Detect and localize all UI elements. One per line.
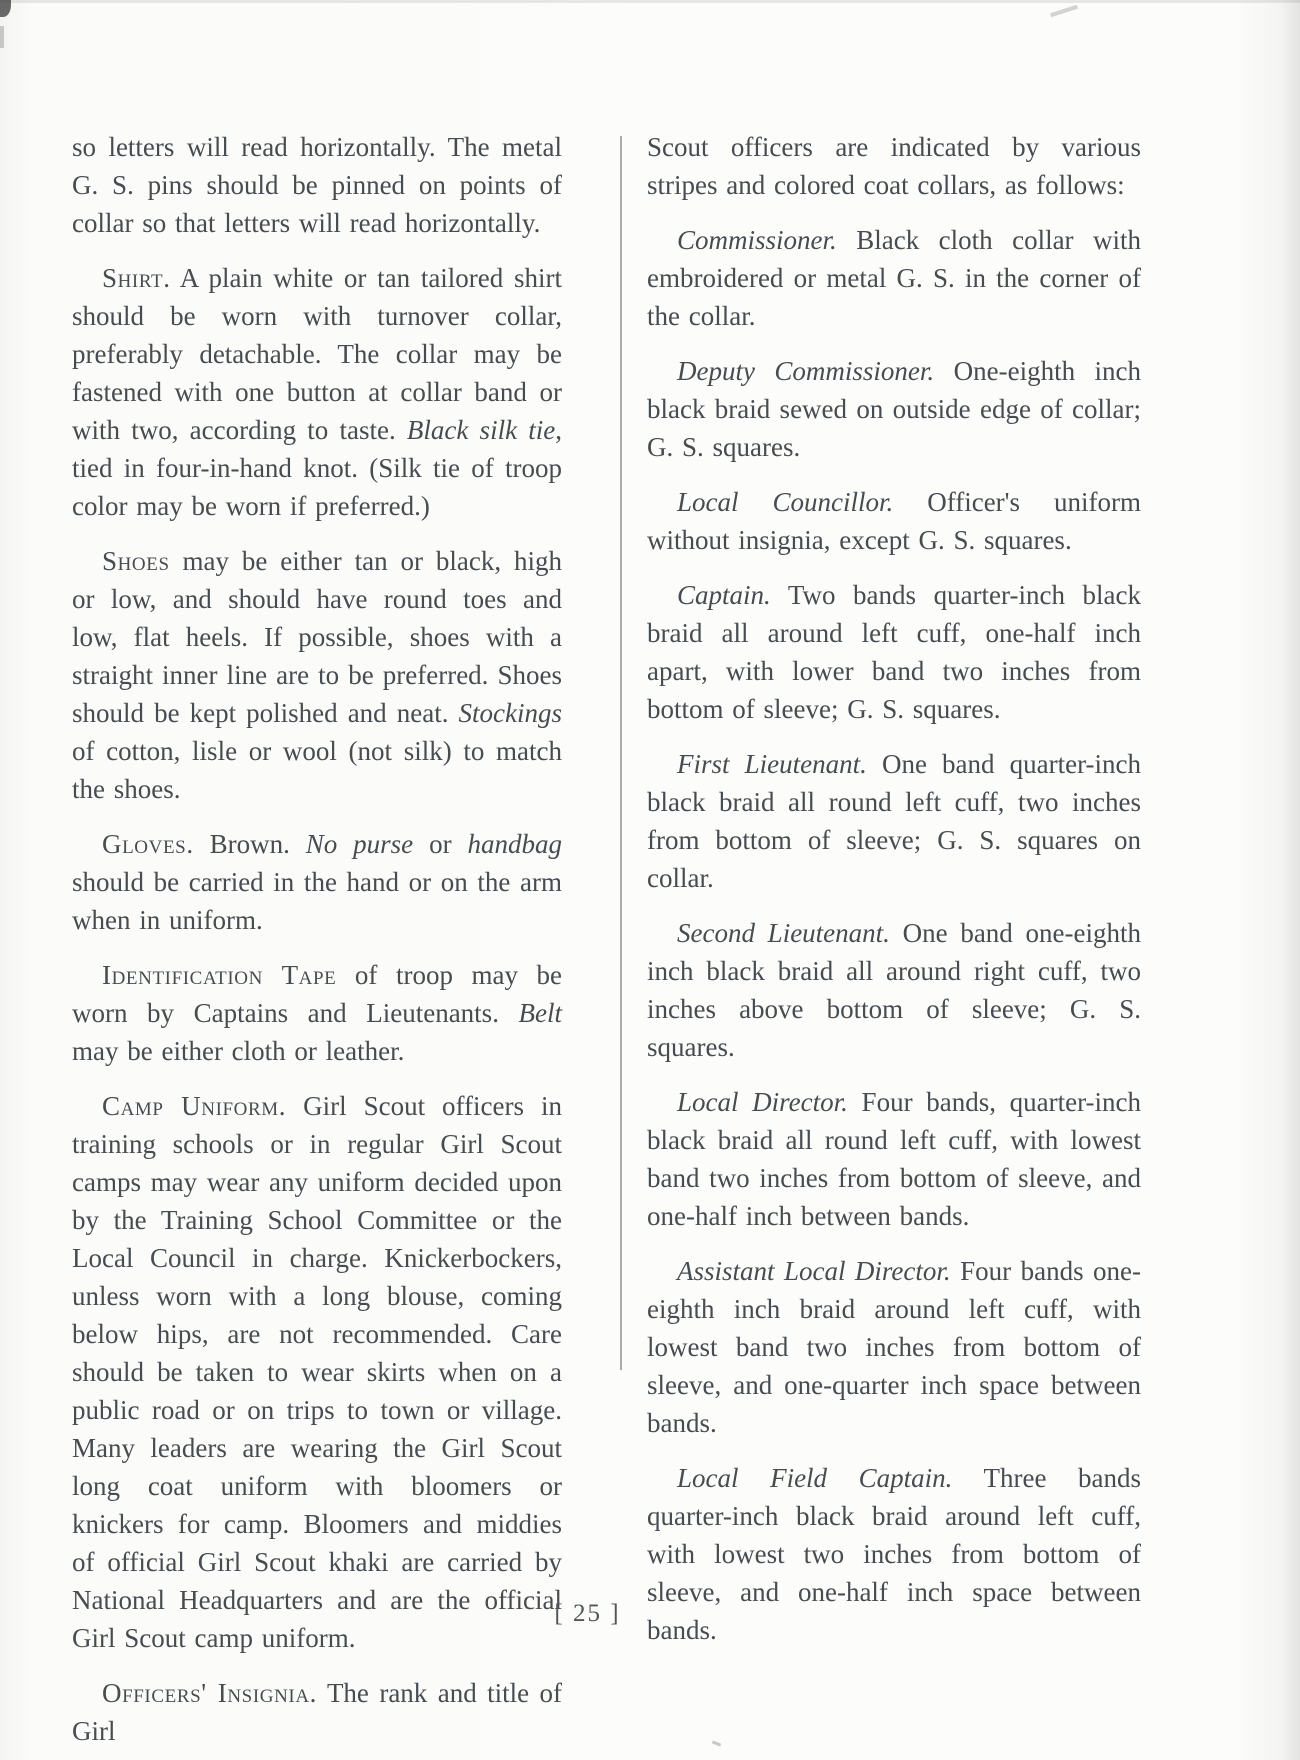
italic-term: Deputy Commissioner.	[677, 356, 935, 386]
lead-in-term: Shirt.	[102, 263, 171, 293]
scan-artifact	[1280, 0, 1300, 1760]
body-text: One-eighth inch black braid sewed on outside edge of collar; G. S. squares.	[647, 356, 1141, 462]
lead-in-term: Gloves.	[102, 829, 194, 859]
paragraph	[647, 1252, 1141, 1442]
body-text: Four bands one-eighth inch braid around left cuff, with lowest band two inches from bottom of sleeve, and one-quarter inch space between bands.	[647, 1256, 1141, 1438]
paragraph	[647, 221, 1141, 335]
italic-term: Second Lieutenant.	[677, 918, 890, 948]
paragraph	[72, 128, 562, 242]
italic-term: handbag	[467, 829, 562, 859]
body-text: Girl Scout officers in training schools or in regular Girl Scout camps may wear any uniform decided upon by the Training School Committee or the Local Council in charge. Knickerbockers, unless worn with a long blouse, coming below hips, are not recommended. Care should be taken to wear skirts when on a public road or on trips to town or village. Many leaders are wearing the Girl Scout long coat uniform with bloomers or knickers for camp. Bloomers and middies of official Girl Scout khaki are carried by National Headquarters and are the official Girl Scout camp uniform.	[72, 1091, 562, 1653]
left-column	[72, 128, 562, 1760]
italic-term: Stockings	[458, 698, 562, 728]
italic-term: Belt	[518, 998, 562, 1028]
scan-artifact	[0, 26, 4, 48]
body-text: of troop may be worn by Captains and Lieutenants.	[72, 960, 562, 1028]
body-text: Scout officers are indicated by various stripes and colored coat collars, as follows:	[647, 132, 1141, 200]
lead-in-term: Officers' Insignia.	[102, 1678, 318, 1708]
paragraph	[72, 1087, 562, 1657]
paragraph	[647, 1459, 1141, 1649]
italic-term: Commissioner.	[677, 225, 837, 255]
body-text: should be carried in the hand or on the arm when in uniform.	[72, 867, 562, 935]
paragraph	[72, 825, 562, 939]
lead-in-term: Shoes	[102, 546, 170, 576]
body-text: One band quarter-inch black braid all round left cuff, two inches from bottom of sleeve; G. S. squares on collar.	[647, 749, 1142, 893]
body-text: so letters will read horizontally. The metal G. S. pins should be pinned on points of collar so that letters will read horizontally.	[72, 132, 562, 238]
italic-term: No purse	[305, 829, 414, 859]
scan-artifact	[0, 0, 11, 17]
page-number: [ 25 ]	[554, 1600, 621, 1627]
paragraph	[647, 483, 1141, 559]
italic-term: Black silk tie	[406, 415, 556, 445]
column-divider-rule	[620, 136, 622, 1370]
paragraph	[72, 542, 562, 808]
body-text: may be either tan or black, high or low, and should have round toes and low, flat heels. If possible, shoes with a straight inner line are to be preferred. Shoes should be kept polished and neat.	[72, 546, 562, 728]
body-text: Four bands, quarter-inch black braid all round left cuff, with lowest band two inches from bottom of sleeve, and one-half inch between bands.	[647, 1087, 1141, 1231]
paragraph	[72, 956, 562, 1070]
right-column	[647, 128, 1141, 1666]
paragraph	[647, 745, 1141, 897]
paragraph	[647, 352, 1141, 466]
body-text: may be either cloth or leather.	[72, 1036, 405, 1066]
paragraph	[647, 576, 1141, 728]
body-text: Black cloth collar with embroidered or metal G. S. in the corner of the collar.	[647, 225, 1141, 331]
lead-in-term: Identification Tape	[102, 960, 337, 990]
scan-artifact	[1050, 5, 1078, 17]
paragraph	[72, 259, 562, 525]
scan-artifact	[712, 1740, 721, 1746]
italic-term: Local Councillor.	[677, 487, 894, 517]
body-text: Three bands quarter-inch black braid around left cuff, with lowest two inches from bottom of sleeve, and one-half inch space between bands.	[647, 1463, 1141, 1645]
body-text: One band one-eighth inch black braid all around right cuff, two inches above bottom of sleeve; G. S. squares.	[647, 918, 1141, 1062]
italic-term: Local Field Captain.	[677, 1463, 953, 1493]
paragraph	[647, 1083, 1141, 1235]
body-text: , tied in four-in-hand knot. (Silk tie of troop color may be worn if preferred.)	[72, 415, 562, 521]
body-text: or	[413, 829, 468, 859]
body-text: Brown.	[193, 829, 306, 859]
italic-term: Local Director.	[677, 1087, 848, 1117]
italic-term: First Lieutenant.	[677, 749, 867, 779]
paragraph	[647, 128, 1141, 204]
paragraph	[72, 1674, 562, 1750]
paragraph	[647, 914, 1141, 1066]
body-text: A plain white or tan tailored shirt should be worn with turnover collar, preferably detachable. The collar may be fastened with one button at collar band or with two, according to taste.	[72, 263, 562, 445]
body-text: of cotton, lisle or wool (not silk) to match the shoes.	[72, 736, 562, 804]
italic-term: Captain.	[677, 580, 771, 610]
body-text: Two bands quarter-inch black braid all around left cuff, one-half inch apart, with lower band two inches from bottom of sleeve; G. S. squares.	[647, 580, 1141, 724]
italic-term: Assistant Local Director.	[677, 1256, 951, 1286]
scan-artifact	[0, 0, 1300, 3]
body-text: Officer's uniform without insignia, except G. S. squares.	[647, 487, 1142, 555]
lead-in-term: Camp Uniform.	[102, 1091, 287, 1121]
body-text: The rank and title of Girl	[72, 1678, 563, 1746]
